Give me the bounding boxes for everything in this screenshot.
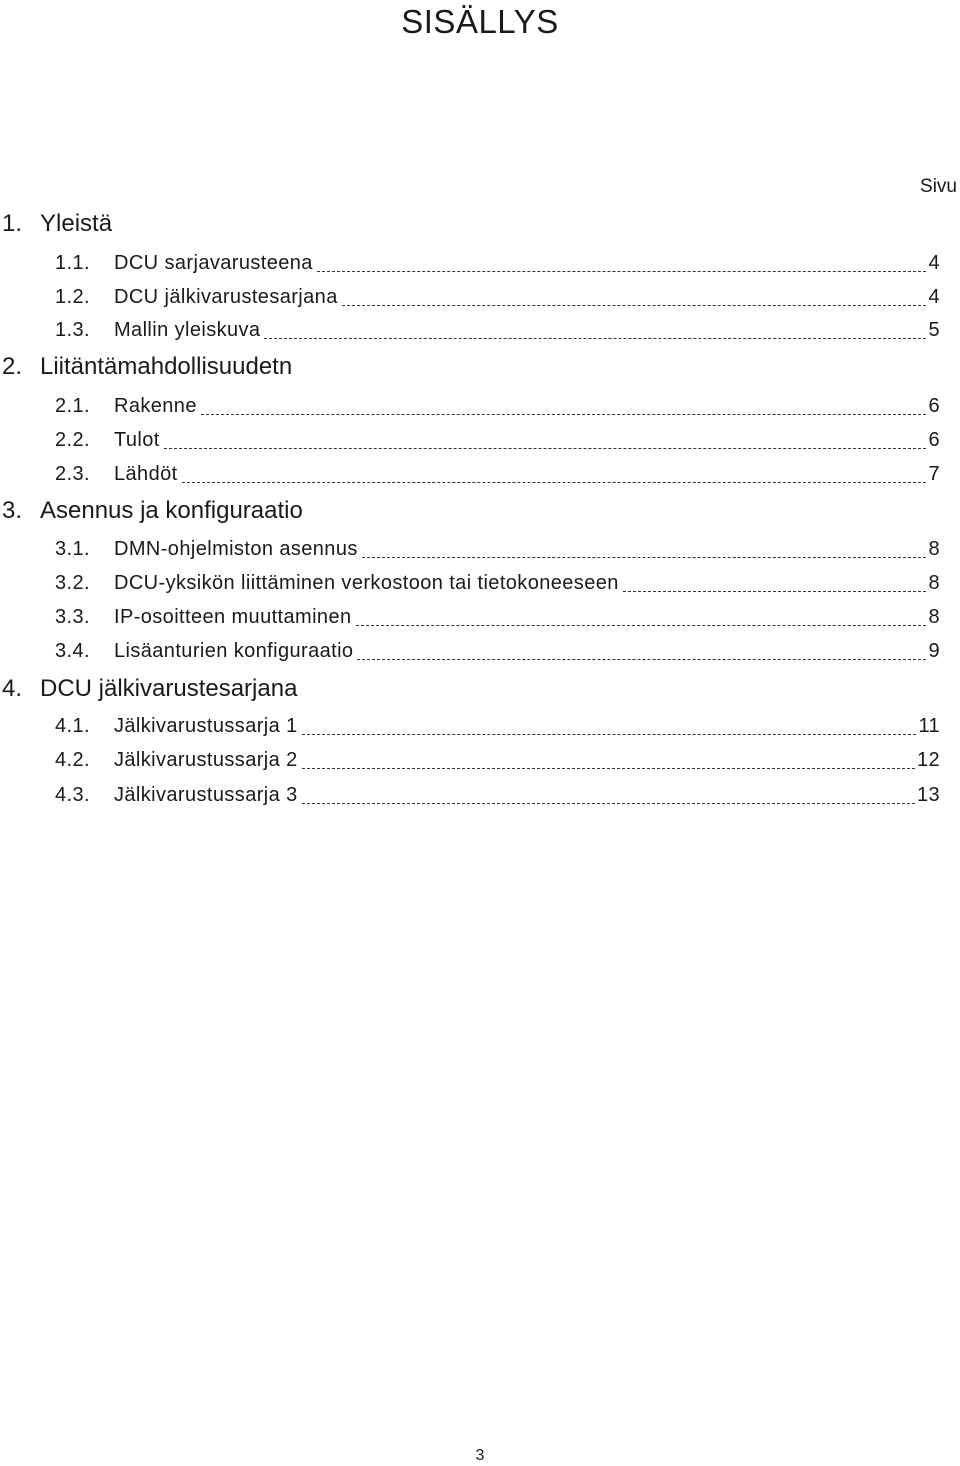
page-title: SISÄLLYS	[401, 3, 559, 40]
entry-number: 3.4.	[55, 640, 90, 662]
entry-number: 4.1.	[55, 715, 90, 737]
toc-entry[interactable]	[55, 316, 940, 342]
section-title: Yleistä	[40, 210, 113, 237]
dotted-leader	[302, 768, 915, 769]
toc-section-heading[interactable]	[2, 496, 303, 526]
dotted-leader	[201, 414, 927, 415]
dotted-leader	[264, 338, 926, 339]
dotted-leader	[182, 482, 927, 483]
entry-number: 2.1.	[55, 395, 90, 417]
entry-number: 4.2.	[55, 749, 90, 771]
toc-entry[interactable]	[55, 637, 940, 663]
entry-page-number: 11	[918, 715, 940, 737]
section-title: Liitäntämahdollisuudetn	[40, 353, 293, 380]
section-number: 2.	[2, 353, 23, 380]
entry-page-number: 8	[928, 572, 940, 594]
entry-number: 3.3.	[55, 606, 90, 628]
entry-label: IP-osoitteen muuttaminen	[114, 606, 352, 628]
entry-number: 1.3.	[55, 319, 90, 341]
toc-entry[interactable]	[55, 781, 940, 807]
entry-number: 3.2.	[55, 572, 90, 594]
entry-label: Mallin yleiskuva	[114, 319, 261, 341]
entry-page-number: 9	[928, 640, 940, 662]
entry-label: DCU jälkivarustesarjana	[114, 286, 338, 308]
dotted-leader	[302, 803, 915, 804]
entry-page-number: 4	[928, 252, 940, 274]
entry-label: Lähdöt	[114, 463, 178, 485]
entry-label: Tulot	[114, 429, 160, 451]
entry-number: 1.2.	[55, 286, 90, 308]
entry-number: 3.1.	[55, 538, 90, 560]
entry-label: DCU-yksikön liittäminen verkostoon tai tietokoneeseen	[114, 572, 619, 594]
toc-entry[interactable]	[55, 535, 940, 561]
page-column-label: Sivu	[920, 176, 957, 197]
entry-label: Lisäanturien konfiguraatio	[114, 640, 354, 662]
entry-page-number: 5	[928, 319, 940, 341]
entry-page-number: 7	[928, 463, 940, 485]
toc-section-heading[interactable]	[2, 674, 297, 704]
section-title: Asennus ja konfiguraatio	[40, 497, 303, 524]
entry-page-number: 6	[928, 429, 940, 451]
entry-label: DCU sarjavarusteena	[114, 252, 313, 274]
entry-number: 4.3.	[55, 784, 90, 806]
dotted-leader	[357, 659, 926, 660]
section-number: 3.	[2, 497, 23, 524]
toc-entry[interactable]	[55, 249, 940, 275]
dotted-leader	[302, 734, 917, 735]
section-title: DCU jälkivarustesarjana	[40, 675, 298, 702]
dotted-leader	[164, 448, 927, 449]
entry-page-number: 4	[928, 286, 940, 308]
entry-page-number: 12	[916, 749, 940, 771]
footer-page-number: 3	[475, 1447, 485, 1464]
section-number: 1.	[2, 210, 23, 237]
entry-number: 2.2.	[55, 429, 90, 451]
toc-entry[interactable]	[55, 712, 940, 738]
entry-label: Rakenne	[114, 395, 197, 417]
entry-number: 2.3.	[55, 463, 90, 485]
toc-section-heading[interactable]	[2, 209, 112, 239]
entry-page-number: 13	[916, 784, 940, 806]
entry-label: Jälkivarustussarja 1	[114, 715, 298, 737]
entry-page-number: 8	[928, 538, 940, 560]
dotted-leader	[317, 271, 927, 272]
dotted-leader	[342, 305, 927, 306]
toc-section-heading[interactable]	[2, 352, 292, 382]
entry-page-number: 6	[928, 395, 940, 417]
toc-entry[interactable]	[55, 746, 940, 772]
dotted-leader	[623, 591, 927, 592]
dotted-leader	[362, 557, 927, 558]
entry-label: Jälkivarustussarja 3	[114, 784, 298, 806]
entry-label: DMN-ohjelmiston asennus	[114, 538, 358, 560]
section-number: 4.	[2, 675, 23, 702]
toc-entry[interactable]	[55, 392, 940, 418]
toc-entry[interactable]	[55, 569, 940, 595]
entry-label: Jälkivarustussarja 2	[114, 749, 298, 771]
toc-entry[interactable]	[55, 603, 940, 629]
dotted-leader	[356, 625, 927, 626]
entry-number: 1.1.	[55, 252, 90, 274]
toc-entry[interactable]	[55, 460, 940, 486]
toc-entry[interactable]	[55, 426, 940, 452]
entry-page-number: 8	[928, 606, 940, 628]
toc-entry[interactable]	[55, 283, 940, 309]
